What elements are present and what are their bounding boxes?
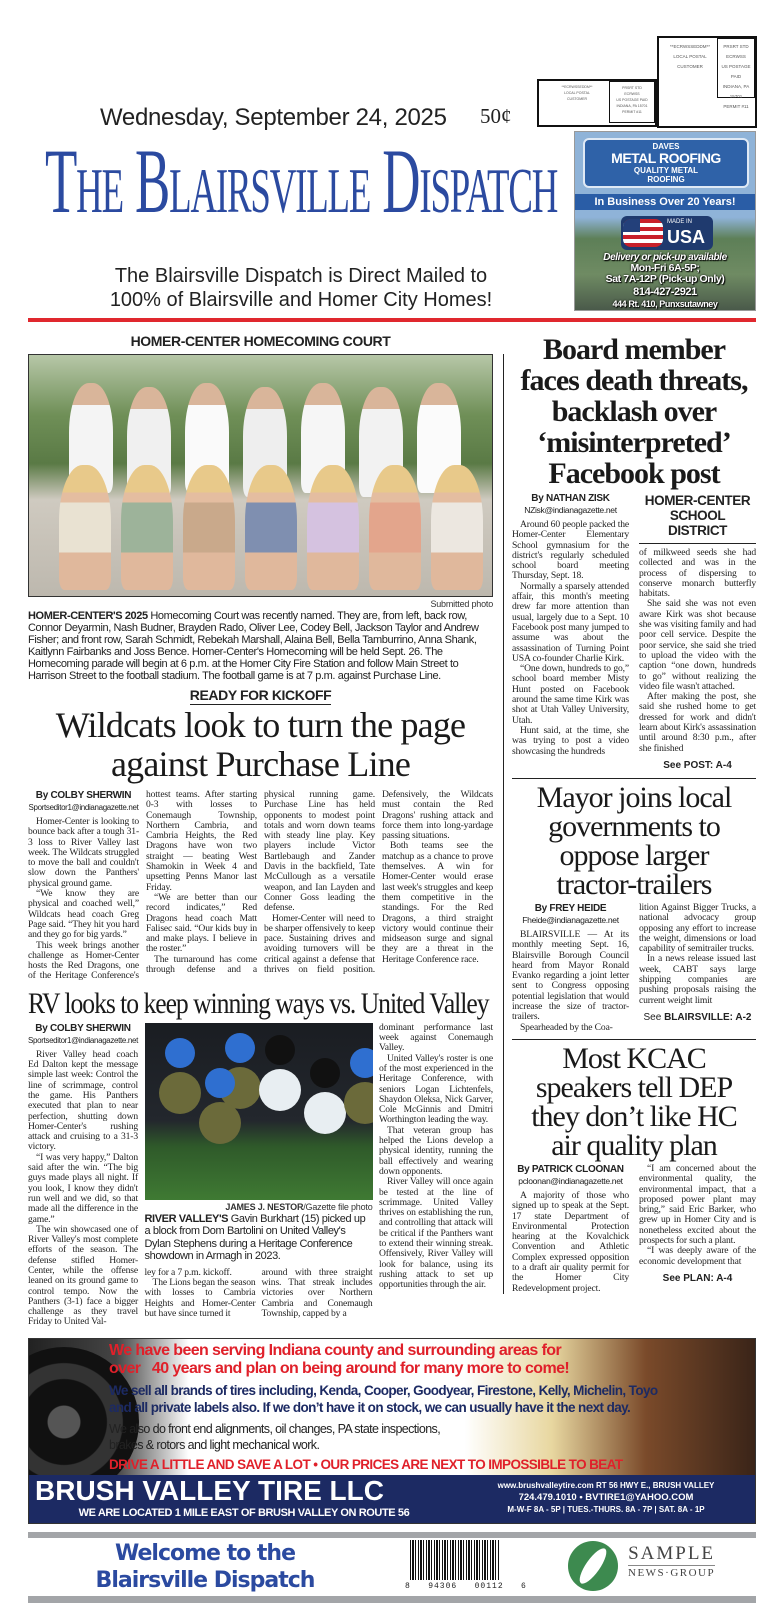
- masthead[interactable]: [45, 130, 558, 232]
- rv-article-col2: [145, 1268, 256, 1319]
- made-in-usa-badge: [621, 216, 713, 250]
- issue-price: 50¢: [480, 104, 512, 128]
- kcac-article-col1: [512, 1164, 629, 1294]
- paragraph: The win showcased one of River Valley's most complete efforts of the season. The defense stifled Homer-Center, while the offense leaned on its ground game to control tempo. Now the Panthers (3-1) face a bigger challenge as they travel Friday to United Val-: [28, 1223, 138, 1328]
- ad-phone: 814-427-2921: [633, 286, 697, 298]
- postal-text: **ECRWSSEDDM**: [561, 85, 593, 89]
- photographer: JAMES J. NESTOR: [225, 1201, 304, 1212]
- byline-email[interactable]: Sportseditor1@indianagazette.net: [28, 803, 139, 812]
- paragraph: Spearheaded by the Coa-: [520, 1021, 613, 1033]
- ad-subtitle: ROOFING: [647, 175, 685, 184]
- section-kicker: [28, 687, 493, 704]
- front-row-person: [245, 465, 297, 590]
- brush-valley-tire-ad[interactable]: [28, 1338, 756, 1524]
- roofing-badge: [583, 138, 749, 188]
- ad-line: DRIVE A LITTLE AND SAVE A LOT • OUR PRICES ARE NEXT TO IMPOSSIBLE TO BEAT: [109, 1456, 623, 1472]
- wildcats-article-body: [28, 790, 493, 982]
- postal-text: ECRWSS: [726, 54, 746, 59]
- kcac-article: [512, 1164, 756, 1294]
- wildcats-headline[interactable]: [28, 706, 493, 784]
- us-flag-icon: [623, 219, 663, 247]
- byline-email[interactable]: Fheide@indianagazette.net: [522, 914, 619, 925]
- paragraph: ley for a 7 p.m. kickoff.: [144, 1266, 232, 1278]
- paragraph: She said she was not even aware Kirk was shot because she was visiting family and had poor cell service. Despite the poor service, she said she tried to upload the video with the caption “one down, hundreds to go” without realizing the video file wasn't attached.: [639, 598, 756, 692]
- rv-headline[interactable]: [28, 987, 493, 1020]
- board-article: [512, 493, 756, 772]
- ad-address: 444 Rt. 410, Punxsutawney: [612, 299, 718, 309]
- postal-text: PRSRT STD: [723, 44, 749, 49]
- caption-lead: HOMER-CENTER'S 2025: [28, 610, 148, 622]
- headline-line: faces death threats,: [520, 364, 748, 397]
- sample-news-group-logo-icon: [568, 1541, 618, 1591]
- ad-banner: In Business Over 20 Years!: [575, 194, 755, 210]
- welcome-banner: [80, 1540, 330, 1594]
- headline-line: air quality plan: [551, 1128, 717, 1162]
- article-divider: [512, 778, 756, 779]
- ad-line: brakes & rotors and light mechanical work.: [109, 1437, 320, 1452]
- postal-text: PERMIT #11: [622, 110, 642, 114]
- helmet-icon: [350, 1048, 373, 1078]
- paragraph: dominant performance last week against Conemaugh Valley.: [379, 1021, 493, 1054]
- article-divider: [512, 1039, 756, 1040]
- barcode: [410, 1540, 500, 1580]
- rv-article-col4: [379, 1023, 493, 1328]
- rv-article-col1: [28, 1023, 138, 1328]
- photo-caption: [28, 610, 493, 682]
- label-line: SCHOOL DISTRICT: [667, 508, 728, 538]
- business-name: BRUSH VALLEY TIRE LLC: [35, 1474, 384, 1506]
- header-divider: [28, 318, 756, 322]
- ad-line: We have been serving Indiana county and surrounding areas for: [109, 1341, 562, 1359]
- page-header: [0, 0, 774, 326]
- photo-credit: [145, 1202, 373, 1213]
- ad-subtitle: QUALITY METAL: [633, 166, 699, 175]
- headline-line: tractor-trailers: [556, 867, 712, 901]
- headline-line: RV looks to keep winning ways vs. United Valley: [28, 986, 489, 1020]
- headline-line: ‘misinterpreted’: [537, 426, 731, 459]
- paragraph: Homer-Center is looking to bounce back after a tough 31-3 loss to River Valley last week. The Wildcats struggled to move the ball and couldn't slow down the Panthers' physical ground game.: [28, 816, 139, 889]
- postal-text: INDIANA, PA 15701: [722, 84, 750, 99]
- paragraph: lition Against Bigger Trucks, a national advocacy group opposing any effort to increase the weight, dimensions or load capability of semitrailer trucks.: [639, 901, 756, 955]
- rv-article-col3: [262, 1268, 373, 1319]
- postal-text: INDIANA, PA 15701: [616, 104, 648, 108]
- tagline-line: The Blairsville Dispatch is Direct Mailed to: [114, 265, 488, 287]
- rv-photo-block: [145, 1023, 373, 1328]
- headline-line: oppose larger: [559, 838, 709, 872]
- postal-indicia-small: [537, 79, 657, 127]
- paragraph: around with three straight wins. That streak includes victories over Northern Cambria and Conemaugh Township, capped by a: [261, 1266, 373, 1319]
- rv-article: [28, 1023, 493, 1328]
- caption-text: Gavin Burkhart (15) picked up a block from Dom Bartolini on United Valley's Dylan Stephens during a Heritage Conference showdown in Armagh in 2023.: [144, 1212, 366, 1263]
- mayor-headline[interactable]: [512, 780, 756, 901]
- paragraph: The Lions began the season with losses to Cambria Heights and Homer-Center but have since turned it: [144, 1277, 256, 1319]
- ad-line: We sell all brands of tires including, Kenda, Cooper, Goodyear, Firestone, Kelly, Michelin, Toyo: [109, 1382, 658, 1398]
- helmet-icon: [225, 1033, 255, 1063]
- caption-text: Homecoming Court was recently named. They are, from left, back row, Connor Deyarmin, Nash Budner, Brayden Rado, Oliver Lee, Codey Bell, Jackson Taylor and Andrew Fisher; and front row, Sarah Schmidt, Rebekah Marshall, Alaina Bell, Bella Tamburrino, Anna Shank, Kaitlynn Fairbanks and Joss Bence. Homer-Center's Homecoming will be held Sept. 26. The Homecoming parade will begin at 6 p.m. at the Homer City Fire Station and follow Main Street to Harrison Street to the football stadium. The football game is at 7 p.m. against Purchase Line.: [28, 610, 479, 682]
- paragraph: “I was very happy,” Dalton said after the win. “The big guys made plays all night. If you look, I know they didn't run well and we did, so that made all the difference in the game.”: [28, 1151, 138, 1225]
- district-label: [639, 493, 756, 544]
- paragraph: In a news release issued last week, CABT says large shipping companies are pushing proposals raising the current weight limit: [639, 953, 756, 1006]
- football-photo[interactable]: [145, 1023, 373, 1200]
- photo-caption: [145, 1213, 373, 1263]
- made-in-label: MADE IN: [667, 219, 693, 225]
- caption-lead: RIVER VALLEY'S: [144, 1212, 229, 1225]
- logo-text: NEWS·GROUP: [628, 1566, 716, 1579]
- headline-line: Mayor joins local: [536, 780, 732, 814]
- left-column: [28, 333, 493, 1328]
- mayor-article-col1: [512, 903, 629, 1033]
- sample-news-group-logo[interactable]: [628, 1543, 715, 1580]
- business-location: WE ARE LOCATED 1 MILE EAST OF BRUSH VALLEY ON ROUTE 56: [78, 1506, 410, 1519]
- ad-delivery: Delivery or pick-up available: [603, 252, 727, 263]
- paragraph: River Valley will once again be tested at the line of scrimmage. United Valley thrives on establishing the run, and controlling that attack will be critical if the Panthers want to extend their winning streak. Offensively, River Valley will look for balance, using its rushing attack to set up opportunities through the air.: [379, 1176, 493, 1291]
- footer-rule: [28, 1532, 756, 1538]
- homecoming-court-photo[interactable]: [28, 354, 493, 597]
- front-row-person: [431, 465, 483, 590]
- business-hours: M-W-F 8A - 5P | TUES.-THURS. 8A - 7P | SAT. 8A - 1P: [507, 1504, 705, 1514]
- postal-text: PERMIT #11: [723, 104, 749, 109]
- headline-line: speakers tell DEP: [535, 1070, 733, 1104]
- paragraph: A majority of those who signed up to speak at the Sept. 17 state Department of Environmental Protection hearing at the Kovalchick Convention and Athletic Complex expressed opposition to a draft air quality permit for the Homer City Redevelopment project.: [512, 1189, 629, 1294]
- mayor-article-col2: [639, 903, 756, 1033]
- paragraph: Homer-Center will need to be sharper offensively to keep pace. Sustaining drives and avoiding turnovers will be critical against a defense that thrives on field position. Defensively, the Wildcats must contain the Red Dragons' rushing attack and force them into long-yardage passing situations.: [264, 789, 493, 976]
- masthead-title: The Blairsville Dispatch: [45, 130, 558, 232]
- main-content: [0, 326, 774, 1328]
- ad-title: METAL ROOFING: [611, 150, 721, 166]
- postal-text: LOCAL POSTAL: [564, 91, 590, 95]
- headline-line: they don’t like HC: [531, 1099, 737, 1133]
- kicker-text: READY FOR KICKOFF: [189, 687, 332, 703]
- postal-text: ECRWSS: [624, 92, 640, 96]
- ad-brand: DAVES: [652, 142, 680, 151]
- byline: By COLBY SHERWIN: [35, 1022, 131, 1034]
- issue-date: Wednesday, September 24, 2025: [100, 104, 447, 131]
- paragraph: of milkweed seeds she had collected and was in the process of dispersing to conserve monarch butterfly habitats.: [639, 547, 756, 600]
- tagline-line: 100% of Blairsville and Homer City Homes!: [109, 289, 493, 311]
- postal-text: CUSTOMER: [677, 64, 703, 69]
- paragraph: “One down, hundreds to go,” school board member Misty Hunt posted on Facebook around the same time Kirk was shot at Utah Valley University, Utah.: [512, 663, 629, 726]
- postal-text: LOCAL POSTAL: [673, 54, 707, 59]
- postal-text: US POSTAGE PAID: [616, 98, 648, 102]
- helmet-icon: [165, 1038, 195, 1068]
- paragraph: The turnaround has come through defense and a physical running game. Purchase Line has held opponents to modest point totals and worn down teams with steady line play. Key players include Victor Bartlebaugh and Zander Davis in the backfield, Tate McCullough as a versatile weapon, and Ian Layden and Conner Goss leading the defense.: [146, 789, 375, 976]
- business-contact[interactable]: 724.479.1010 • BVTIRE1@YAHOO.COM: [518, 1491, 694, 1503]
- postal-text: CUSTOMER: [567, 97, 587, 101]
- tagline: [45, 264, 557, 312]
- byline-email[interactable]: NZisk@indianagazette.net: [524, 505, 617, 515]
- board-article-col2: [639, 493, 756, 772]
- label-line: HOMER-CENTER: [644, 493, 751, 508]
- photo-source: /Gazette file photo: [303, 1201, 373, 1212]
- byline: By PATRICK CLOONAN: [517, 1163, 624, 1175]
- board-article-col1: [512, 493, 629, 772]
- paragraph: After making the post, she said she rushed home to get dressed for work and didn't learn about Kirk's assassination until around 8:30 p.m., after she finished: [639, 691, 756, 754]
- byline: By FREY HEIDE: [534, 902, 607, 914]
- welcome-line: Welcome to the: [115, 1540, 295, 1566]
- paragraph: “I am concerned about the environmental quality, the environmental impact, that a proposed power plant may bring,” said Eric Barker, who grew up in Homer City and is nonetheless excited about the prospects for such a plant.: [639, 1162, 756, 1246]
- postal-indicia-large: [657, 36, 757, 128]
- jump-link[interactable]: See PLAN: A-4: [662, 1272, 733, 1284]
- postal-text: US POSTAGE PAID: [721, 64, 751, 79]
- front-row-person: [121, 465, 173, 590]
- right-column: [503, 333, 756, 1294]
- logo-text: SAMPLE: [628, 1542, 716, 1564]
- paragraph: “I was deeply aware of the economic development that: [639, 1245, 756, 1267]
- usa-label: USA: [667, 227, 706, 247]
- welcome-line: Blairsville Dispatch: [95, 1567, 315, 1593]
- headline-line: against Purchase Line: [110, 744, 411, 784]
- ad-line: and all private labels also. If we don’t have it on stock, we can usually have it the next day.: [109, 1399, 631, 1415]
- kcac-headline[interactable]: [512, 1041, 756, 1162]
- paragraph: River Valley head coach Ed Dalton kept the message simple last week: Control the line of scrimmage, control the game. His Panthers executed that plan to near perfection, shutting down Homer-Center's rushing attack and cruising to a 31-3 victory.: [28, 1048, 138, 1153]
- ad-line: We also do front end alignments, oil changes, PA state inspections,: [109, 1421, 441, 1436]
- board-headline[interactable]: [512, 334, 756, 489]
- headline-line: Most KCAC: [562, 1041, 706, 1075]
- ad-line: over 40 years and plan on being around for many more to come!: [109, 1359, 570, 1377]
- page-footer: [0, 1532, 774, 1608]
- ad-hours: Sat 7A-12P (Pick-up Only): [605, 273, 725, 285]
- front-row-person: [369, 465, 421, 590]
- helmet-icon: [265, 1035, 295, 1065]
- headline-line: Facebook post: [548, 457, 720, 490]
- kcac-article-col2: [639, 1164, 756, 1294]
- paragraph: “We are better than our record indicates,” Red Dragons head coach Matt Falisec said. “Our kids buy in and make plays. I believe in the roster.”: [146, 891, 257, 955]
- byline-email[interactable]: Sportseditor1@indianagazette.net: [28, 1035, 138, 1045]
- paragraph: Hunt said, at the time, she was trying to post a video showcasing the hundreds: [512, 724, 629, 757]
- headline-line: governments to: [548, 809, 720, 843]
- paragraph: Normally a sparsely attended affair, this month's meeting drew far more attention than usual, largely due to a Sept. 10 Facebook post many jumped to assume was about the assassination of Turning Point USA co-founder Charlie Kirk.: [512, 580, 629, 664]
- paragraph: Both teams see the matchup as a chance to prove themselves. A win for Homer-Center would erase last week's struggles and keep them competitive in the standings. For the Red Dragons, a third straight victory would continue their midseason surge and signal they are a threat in the Heritage Conference race.: [382, 840, 493, 965]
- paragraph: BLAIRSVILLE — At its monthly meeting Sept. 16, Blairsville Borough Council heard from Mayor Ronald Evanko regarding a joint letter sent to Congress opposing potential legislation that would increase the size of tractor-trailers.: [512, 928, 629, 1023]
- helmet-icon: [310, 1058, 340, 1088]
- postal-text: **ECRWSSEDDM**: [670, 44, 710, 49]
- byline: By NATHAN ZISK: [531, 493, 610, 504]
- jump-target: BLAIRSVILLE: A-2: [664, 1011, 752, 1023]
- paragraph: United Valley's roster is one of the most experienced in the Heritage Conference, with seniors Logan Lichtenfels, Shaydon Oleksa, Nick Garver, Cole McGinnis and Dmitri Worthington leading the way.: [379, 1052, 493, 1126]
- barcode-number: 8 94306 00112 6: [405, 1581, 527, 1591]
- ad-hours: Mon-Fri 6A-5P;: [630, 262, 700, 274]
- headline-line: Wildcats look to turn the page: [55, 705, 466, 745]
- metal-roofing-ad[interactable]: [574, 131, 756, 311]
- helmet-icon: [205, 1068, 235, 1098]
- paragraph: That veteran group has helped the Lions develop a physical identity, running the ball effectively and wearing down opponents.: [379, 1124, 493, 1177]
- front-row-person: [59, 465, 111, 590]
- mayor-article: [512, 903, 756, 1033]
- business-website[interactable]: www.brushvalleytire.com RT 56 HWY E., BRUSH VALLEY: [497, 1480, 715, 1490]
- jump-prefix: See: [643, 1011, 665, 1023]
- section-kicker: HOMER-CENTER HOMECOMING COURT: [130, 333, 391, 349]
- paragraph: Around 60 people packed the Homer-Center Elementary School gymnasium for the district's regularly scheduled school board meeting Thursday, Sept. 18.: [512, 519, 629, 582]
- headline-line: Board member: [542, 333, 726, 366]
- front-row-person: [183, 465, 235, 590]
- photo-credit: Submitted photo: [430, 599, 493, 609]
- jump-link[interactable]: See POST: A-4: [663, 759, 732, 771]
- paragraph: “We know they are physical and coached well,” Wildcats head coach Greg Page said. “They hit you hard and they go for big yards.”: [28, 888, 139, 941]
- byline: By COLBY SHERWIN: [35, 790, 132, 801]
- headline-line: backlash over: [551, 395, 717, 428]
- tire-ad-footer: [29, 1475, 755, 1523]
- postal-text: PRSRT STD: [622, 86, 642, 90]
- jump-link[interactable]: [639, 1012, 756, 1024]
- paragraph: This week brings another challenge as Homer-Center hosts the Red Dragons, one of the Heritage Conference's hottest teams. After starting 0-3 with losses to Conemaugh Township, Northern Cambria, and Cambria Heights, the Red Dragons have won two straight — beating West Shamokin in Week 4 and upsetting Penns Manor last Friday.: [28, 789, 257, 982]
- front-row-person: [307, 465, 359, 590]
- byline-email[interactable]: pcloonan@indianagazette.net: [518, 1175, 623, 1186]
